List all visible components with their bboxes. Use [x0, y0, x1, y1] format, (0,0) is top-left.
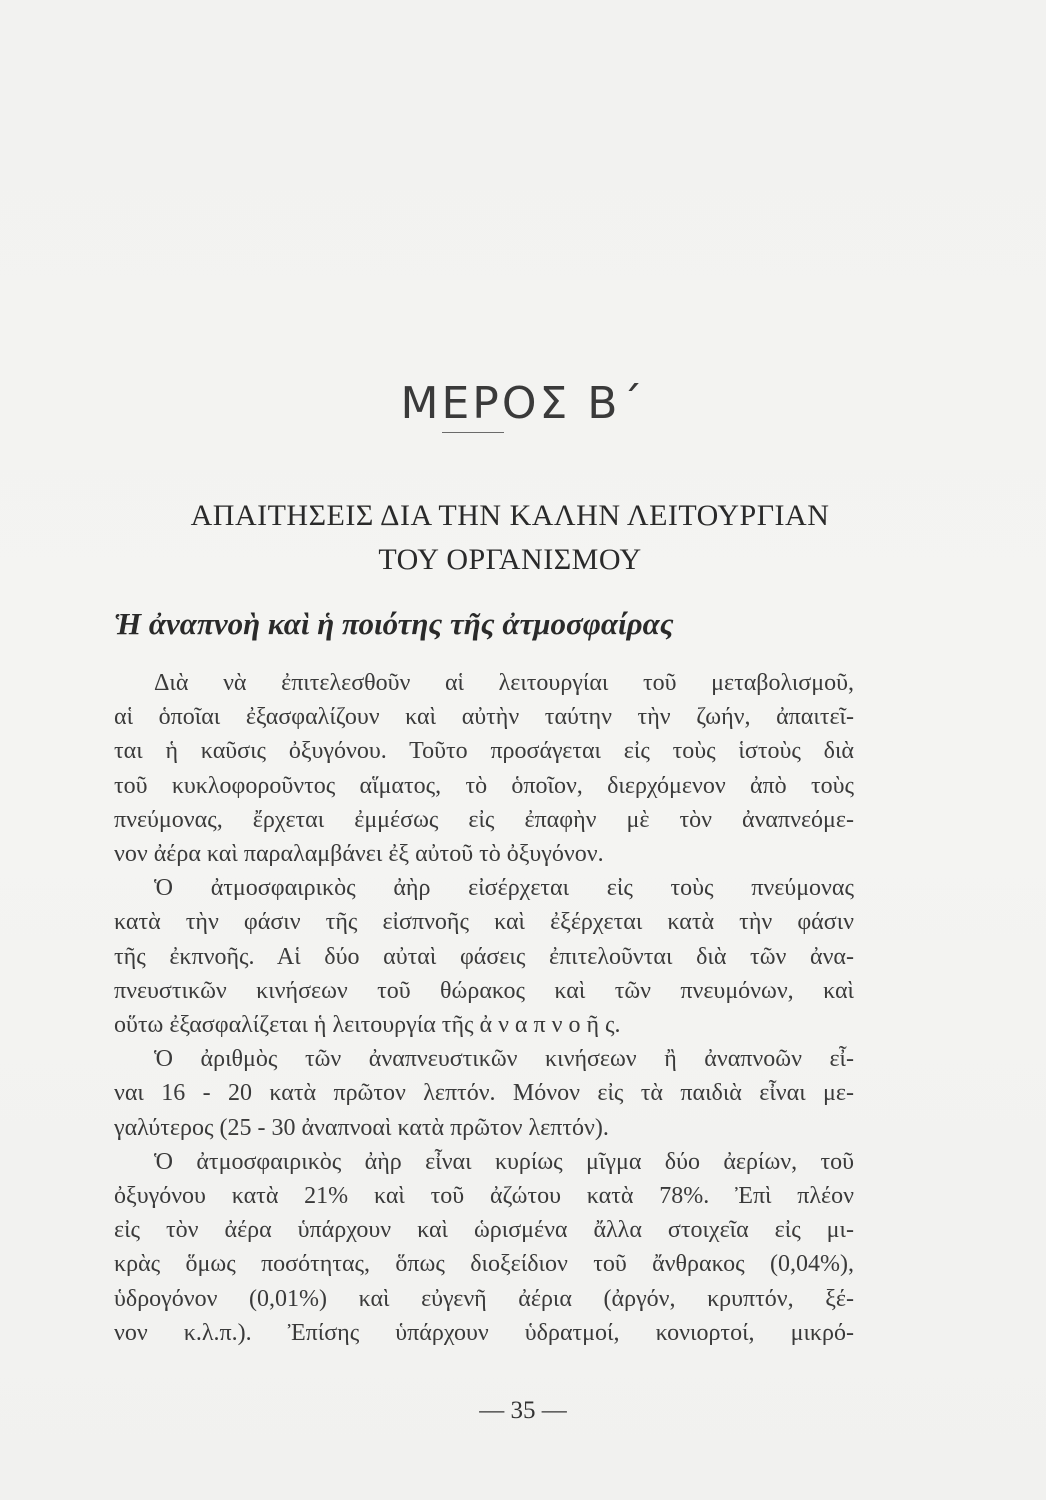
- text-line: ται ἡ καῦσις ὀξυγόνου. Τοῦτο προσάγεται εἰς τοὺς ἱστοὺς διὰ: [114, 738, 854, 765]
- text-line: τῆς ἐκπνοῆς. Αἱ δύο αὐταὶ φάσεις ἐπιτελοῦνται διὰ τῶν ἀνα-: [114, 943, 854, 970]
- text-line: κατὰ τὴν φάσιν τῆς εἰσπνοῆς καὶ ἐξέρχεται κατὰ τὴν φάσιν: [114, 909, 854, 936]
- text-line: πνευστικῶν κινήσεων τοῦ θώρακος καὶ τῶν πνευμόνων, καὶ: [114, 977, 854, 1004]
- text-line: πνεύμονας, ἔρχεται ἐμμέσως εἰς ἐπαφὴν μὲ τὸν ἀναπνεόμε-: [114, 806, 854, 833]
- section-title-line-2: ΤΟΥ ΟΡΓΑΝΙΣΜΟΥ: [378, 543, 642, 576]
- heading-rule: [442, 432, 504, 433]
- text-line: κρὰς ὅμως ποσότητας, ὅπως διοξείδιον τοῦ ἄνθρακος (0,04%),: [114, 1251, 854, 1278]
- page-number: — 35 —: [479, 1397, 567, 1424]
- text-line: εἰς τὸν ἀέρα ὑπάρχουν καὶ ὡρισμένα ἄλλα στοιχεῖα εἰς μι-: [114, 1217, 854, 1244]
- text-line: Ὁ ἀτμοσφαιρικὸς ἀὴρ εἶναι κυρίως μῖγμα δύο ἀερίων, τοῦ: [154, 1148, 854, 1175]
- text-line: αἱ ὁποῖαι ἐξασφαλίζουν καὶ αὐτὴν ταύτην τὴν ζωήν, ἀπαιτεῖ-: [114, 704, 854, 731]
- text-line: Ὁ ἀριθμὸς τῶν ἀναπνευστικῶν κινήσεων ἢ ἀναπνοῶν εἶ-: [154, 1046, 854, 1073]
- body-text: [114, 666, 854, 1350]
- text-line: νον ἀέρα καὶ παραλαμβάνει ἐξ αὐτοῦ τὸ ὀξυγόνον.: [114, 841, 604, 868]
- text-line: ναι 16 - 20 κατὰ πρῶτον λεπτόν. Μόνον εἰς τὰ παιδιὰ εἶναι με-: [114, 1080, 854, 1107]
- section-title-line-1: ΑΠΑΙΤΗΣΕΙΣ ΔΙΑ ΤΗΝ ΚΑΛΗΝ ΛΕΙΤΟΥΡΓΙΑΝ: [190, 499, 830, 532]
- text-line: Διὰ νὰ ἐπιτελεσθοῦν αἱ λειτουργίαι τοῦ μεταβολισμοῦ,: [154, 670, 854, 696]
- part-heading: ΜΕΡΟΣ Β΄: [400, 378, 646, 429]
- text-line: γαλύτερος (25 - 30 ἀναπνοαὶ κατὰ πρῶτον λεπτόν).: [114, 1114, 609, 1141]
- text-line: οὕτω ἐξασφαλίζεται ἡ λειτουργία τῆς ἀ ν α π ν ο ῆ ς.: [114, 1012, 621, 1039]
- section-title: [60, 494, 960, 582]
- text-line: τοῦ κυκλοφοροῦντος αἵματος, τὸ ὁποῖον, διερχόμενον ἀπὸ τοὺς: [114, 772, 854, 799]
- subsection-title: Ἡ ἀναπνοὴ καὶ ἡ ποιότης τῆς ἀτμοσφαίρας: [114, 606, 674, 641]
- text-line: Ὁ ἀτμοσφαιρικὸς ἀὴρ εἰσέρχεται εἰς τοὺς πνεύμονας: [154, 875, 854, 902]
- text-line: ὀξυγόνου κατὰ 21% καὶ τοῦ ἀζώτου κατὰ 78%. Ἐπὶ πλέον: [114, 1183, 854, 1210]
- text-line: νον κ.λ.π.). Ἐπίσης ὑπάρχουν ὑδρατμοί, κονιορτοί, μικρό-: [114, 1319, 854, 1346]
- text-line: ὑδρογόνον (0,01%) καὶ εὐγενῆ ἀέρια (ἀργόν, κρυπτόν, ξέ-: [114, 1285, 854, 1312]
